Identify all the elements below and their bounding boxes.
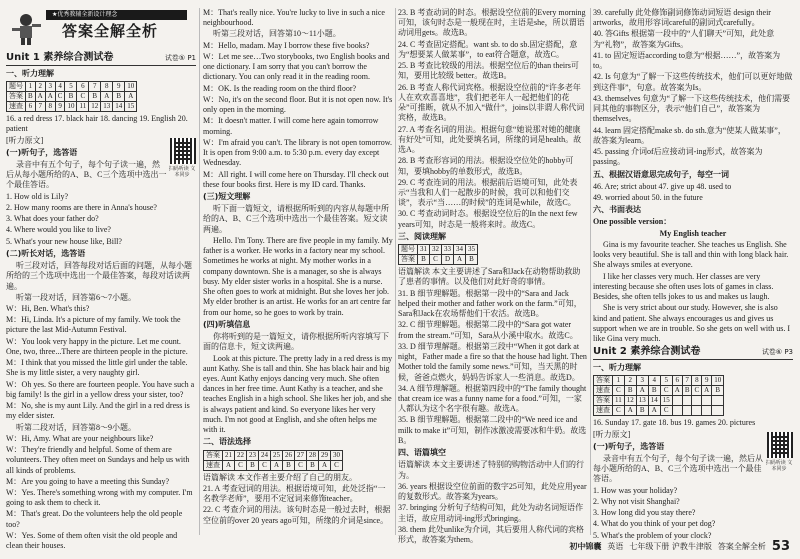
essay-paragraph: I like her classes very much. Her classes are very interesting because she often uses lots of games in class. Besides, she often tells jokes to us and makes us laugh. [593,271,774,302]
text-line: M：OK. Is the reading room on the third floor? [203,83,357,93]
footer-subject: 英语 [607,541,624,551]
footer-brand: 初中锦囊 [569,541,602,551]
text-line: 听第二段对话，回答第8～9小题。 [16,422,136,432]
text-line: W：You look very happy in the picture. Let me count. One, two, three...There are thirteen people in the picture. [6,336,188,356]
text-line: 49. worried about 50. in the future [593,192,703,202]
text-line: 41. to 固定短语according to意为“根据……”，故答案为to。 [593,50,781,71]
text-line: One possible version： [593,217,672,227]
text-line: 26. B 考查人称代词宾格。根据设空位前的“许多老年人在欢欢喜喜地”，我们把老年人一起把他们的花朵”可推断，就从不加入“做什”，joins以非谓人称代词宾格，故选B。 [398,82,585,123]
section-heading: 六、书面表达 [593,205,641,215]
text-line: 42. Is 句意为“了解一下这些传统技术，他们可以更好地做到这件事”，句意。故答案为Is。 [593,72,793,92]
text-line: 语篇解读 本文主要讲述了特别的购物活动中人们的行为。 [398,460,584,480]
table-row: 答案 B A A C B C B A B A [7,92,137,102]
text-line: 5. What's the problem of your clock? [593,530,712,540]
text-line: W：Hi, Ben. What's this? [6,304,90,314]
text-line: 39. carefully 此处修饰副词修饰动词短语 design their artworks，故用形容词careful的副词式carefully。 [593,8,771,28]
page-banner [6,8,196,48]
text-line: 34. A 细节理解题。根据第四段中的“The family thought that cream ice was a funny name for a food.”可知，一家人都认为这个名字很有趣。故选A。 [398,383,587,414]
column-4 [593,8,793,540]
text-line: 36. years 根据设空位前面的数字25可知，此处应用year的复数形式。故答案为years。 [398,481,587,502]
section-heading: 五、根据汉语意思完成句子，每空一词 [593,169,729,179]
text-line: [听力原文] [6,135,44,145]
text-line: M：It doesn't matter. I will come here again tomorrow morning. [203,116,379,136]
text-line: 27. A 考查名词的用法。根据句意“她说那对她的健康有好处”可知，此处要填名词，所缘的词是health。故选A。 [398,124,582,155]
qr-caption: 扫码听读 文本同步 [168,165,196,178]
text-line: 44. learn 固定搭配make sb. do sth.意为“使某人做某事”，故答案为learn。 [593,125,786,145]
essay-paragraph: She is very strict about our study. However, she is also kind and patient. She always encourages us and gives us support when we are in trouble. So she gets on well with us. I like Gina very much. [593,303,791,344]
footer-grade: 七年级下册 沪教牛津版 [629,541,712,551]
text-line: 40. 答Gifts 根据第一段中的“人们聊天”可知，此处意为“礼物”，故答案为Gifts。 [593,29,775,49]
column-3 [398,8,588,545]
unit-2-header [593,346,793,360]
subsection-heading: (一)听句子，选答语 [593,441,665,451]
text-line: M：That's really nice. You're lucky to live in such a nice neighbourhood. [203,8,385,28]
page-footer [0,539,800,555]
text-line: M：Hi, Linda. It's a picture of my family. We took the picture the last Mid-Autumn Festival. [6,315,181,335]
answer-table-1 [6,81,137,112]
text-line: 35. B 细节理解题。根据第二段中的“We need ice and milk to make it”可知，制作冰激凌需要冰和牛奶。故选B。 [398,415,587,445]
text-line: M：I think that you missed the little girl under the table. She is my little sister, a very naughty girl. [6,358,188,378]
essay-paragraph: Gina is my favourite teacher. She teaches us English. She looks very beautiful. She is tall and thin with long black hair. She always smiles at everyone. [593,239,789,270]
qr-code[interactable] [170,138,196,164]
text-line: M：That's great. Do the volunteers help the old people too? [6,509,183,529]
text-line: 37. bringing 分析句子结构可知，此处为动名词短语作主语，故应用动词-ing形式bringing。 [398,503,584,523]
text-line: 2. How many rooms are there in Anna's house? [6,202,157,212]
text-line: Hello. I'm Tony. There are five people in my family. My father is a worker. He works in a factory near my school. Sometimes he works at night. My mother works in a company downtown. She is a manager, so she is always busy. My elder sister works in a hospital. She is a nurse. She often goes to work at midnight. But she loves her job. My elder brother is an artist. He works for an art centre far from our home, so he goes to work by train. [203,235,393,317]
unit-1-header [6,52,196,66]
text-line: W：No, it's on the second floor. But it is not open now. It's only open in the morning. [203,94,393,115]
text-line: M：No, she is my aunt Lily. And the girl in a red dress is my elder sister. [6,401,190,421]
answer-line: 16. Sunday 17. gate 18. bus 19. games 20. pictures [593,418,756,428]
table-row: 题号 31 32 33 34 35 [399,245,478,255]
text-line: [听力原文] [593,429,631,439]
table-row: 速查 C A B A C [594,406,724,416]
text-line: 38. them 此处unlike为介词，其后要用人称代词的宾格形式，故答案为them。 [398,524,584,545]
answer-line: 16. a red dress 17. black hair 18. dancing 19. English 20. patient [6,114,188,134]
column-2 [203,8,393,535]
section-heading: 二、语法选择 [203,437,251,447]
table-row: 答案 11 12 13 14 15 [594,396,724,406]
text-line: 3. What does your father do? [6,214,99,224]
text-line: W：Yes. There's something wrong with my computer. I'm going to ask them to check it. [6,488,193,508]
text-line: 5. What's your new house like, Bill? [6,236,122,246]
table-row: 速查 6 7 8 9 10 11 12 13 14 15 [7,102,137,112]
table-row: 答案 21 22 23 24 25 26 27 28 29 30 [204,450,343,460]
unit-1-ref: 试卷⑤ P1 [164,53,196,62]
text-line: 21. A 考查冠词的用法。根据语境可知，此处泛指“一名教学老师”，要用不定冠词来修饰teacher。 [203,483,386,504]
text-line: 28. B 考查形容词的用法。根据设空位处的hobby可知，要填hobby的单数形式，故选B。 [398,156,574,176]
table-row: 答案 B C D A B [399,255,478,265]
footer-book: 答案全解全析 [717,541,766,551]
text-line: 45. passing 介词of后应接动词-ing形式，故答案为passing。 [593,147,763,167]
text-line: 23. B 考查动词的时态。根据设空位前的Every morning可知，该句时态是一般现在时，主语是she，所以谓语动词用gets。故选B。 [398,8,586,38]
text-line: 录音中有五个句子，每个句子读一遍，然后从每小题所给的A、B、C三个选项中选出一个最佳答语。 [593,454,763,484]
section-heading: 一、听力理解 [593,363,641,373]
answer-table-3 [398,244,478,265]
text-line: M：All right. I will come here on Thursday. I'll check out these four books first. Here is my ID card. Thanks. [203,169,389,189]
text-line: M：Hello, madam. May I borrow these five books? [203,40,370,50]
text-line: 33. D 细节理解题。根据第三段中“When it got dark at night，Father made a fire so that the house had light. Then Mother told the family some news.”可知，当天黑的时候，爸爸点燃火，妈妈告诉家人一些消息。故选D。 [398,341,587,382]
text-line: W：Oh yes. So there are fourteen people. You have such a big family! Is the girl in a yellow dress your sister, too? [6,379,195,399]
table-row: 答案 1 2 3 4 5 6 7 8 9 10 [594,376,724,386]
answer-table-4 [593,375,724,416]
text-line: 46. Are; strict about 47. give up 48. used to [593,181,732,191]
text-line: 22. C 考查介词的用法。该句时态是一般过去时，根据空位前的over 20 years ago可知，所缘的介词是since。 [203,505,391,525]
column-1 [6,8,196,551]
text-line: 2. Why not visit Shanghai? [593,496,680,506]
text-line: 录音中有五个句子，每个句子读一遍，然后从每小题所给的A、B、C三个选项中选出一个最佳答语。 [6,159,167,190]
text-line: Look at this picture. The pretty lady in a red dress is my aunt Kathy. She is tall and thin. She has black hair and big eyes. Aunt Kathy enjoys dancing very much. She often dances in her free time. Aunt Kathy is a teacher, and she teaches English in a high school. She likes her job, and she is always patient and kind. So everyone likes her very much. I'm not good at English, and she often helps me with it. [203,353,393,435]
text-line: W：They're friendly and helpful. Some of them are volunteers. They often meet on Sundays and help us with all kinds of problems. [6,445,190,475]
unit-2-title: Unit 2 素养综合测试卷 [593,346,701,358]
text-line: 43. themselves 句意为“了解一下这些传统技术，他们需要同其他的事物区分，表示“他们自己”，故答案为themselves。 [593,93,791,124]
text-line: M：Are you going to have a meeting this Sunday? [6,476,170,486]
text-line: 32. C 细节理解题。根据第二段中的“Sara got water from the stream.”可知，Sara从小溪中取水。故选C。 [398,320,578,340]
table-row: 速查 C B A B C A B C A B [594,386,724,396]
banner-ribbon: ★优秀教辅全新设计理念 [46,10,187,20]
text-line: 25. B 考查比较级的用法。根据空位后的than theirs可知，要用比较级 better。故选B。 [398,61,579,81]
section-heading: 三、阅读理解 [398,231,446,241]
text-line: 听三段对话，回答每段对话后面的问题，从每小题所给的三个选项中选出一个最佳答案，每段对话读两遍。 [6,261,192,291]
text-line: 24. C 考查固定搭配。want sb. to do sb.固定搭配，意为“想要某人做某事”，to eat符合题意，故选C。 [398,39,578,59]
text-line: 你将听到的是一篇短文，请你根据所听内容填写下面的信息卡，短文读两遍。 [203,332,389,352]
answer-table-2 [203,450,343,471]
text-line: 3. How long did you stay there? [593,508,696,518]
text-line: 31. B 细节理解题。根据第一段中的“Sara and Jack helped their mother and father work on the farm.”可知，Sara和Jack在农场帮他们干农活。故选B。 [398,288,582,319]
text-line: 29. C 考查连词的用法。根据前后语境可知，此处表示“当我和人们一起散步的时候，我可以和他们交谈”，表示“当……的时候”的连词是while，故选C。 [398,177,578,208]
text-line: 1. How old is Lily? [6,191,68,201]
text-line: 4. What do you think of your pet dog? [593,519,716,529]
essay-title: My English teacher [659,228,727,238]
table-row: 速查 A C B C A B C B A C [204,460,343,470]
text-line: 听第一段对话，回答第6～7小题。 [16,292,136,302]
text-line: W：I'm afraid you can't. The library is not open tomorrow. It is open from 9:00 a.m. to 5:30 p.m. every day except Wednesday. [203,137,393,168]
unit-2-ref: 试卷⑥ P3 [761,348,793,357]
qr-caption: 扫码听读 文本同步 [765,459,793,472]
text-line: 语篇解读 本文主要讲述了Sara和Jack在动物帮助救助了患者的事情。以及他们对此好奇的事情。 [398,267,581,287]
text-line: 听第三段对话，回答第10～11小题。 [213,29,341,39]
unit-1-title: Unit 1 素养综合测试卷 [6,52,114,63]
table-row: 题号 1 2 3 4 5 6 7 8 9 10 [7,82,137,92]
text-line: 30. C 考查动词时态。根据设空位后的In the next few years可知，时态是一般将来时。故选C。 [398,209,578,229]
text-line: W：Yes. Some of them often visit the old people and clean their houses. [6,530,178,551]
text-line: 语篇解读 本文作者主要介绍了自己的朋友。 [203,472,357,482]
section-heading: 四、语篇填空 [398,448,446,458]
page-number: 53 [771,538,790,554]
mascot-illustration [8,12,44,46]
subsection-heading: (二)听长对话，选答语 [6,248,86,258]
subsection-heading: (三)短文理解 [203,191,251,201]
text-line: 1. How was your holiday? [593,485,678,495]
subsection-heading: (一)听句子，选答语 [6,147,78,157]
text-line: 4. Where would you like to live? [6,225,111,235]
page-title: 答案全解全析 [62,22,159,40]
subsection-heading: (四)听填信息 [203,319,251,329]
text-line: W：Let me see…Two storybooks, two English books and one dictionary. I am sorry that you can't borrow the dictionary. You can only read it in the reading room. [203,51,390,82]
qr-code[interactable] [767,432,793,458]
text-line: W：Hi, Amy. What are your neighbours like? [6,433,154,443]
section-heading: 一、听力理解 [6,68,54,78]
text-line: 听下面一篇短文，请根据所听到的内容从每题中所给的A、B、C三个选项中选出一个最佳答案。短文读两遍。 [203,204,389,234]
